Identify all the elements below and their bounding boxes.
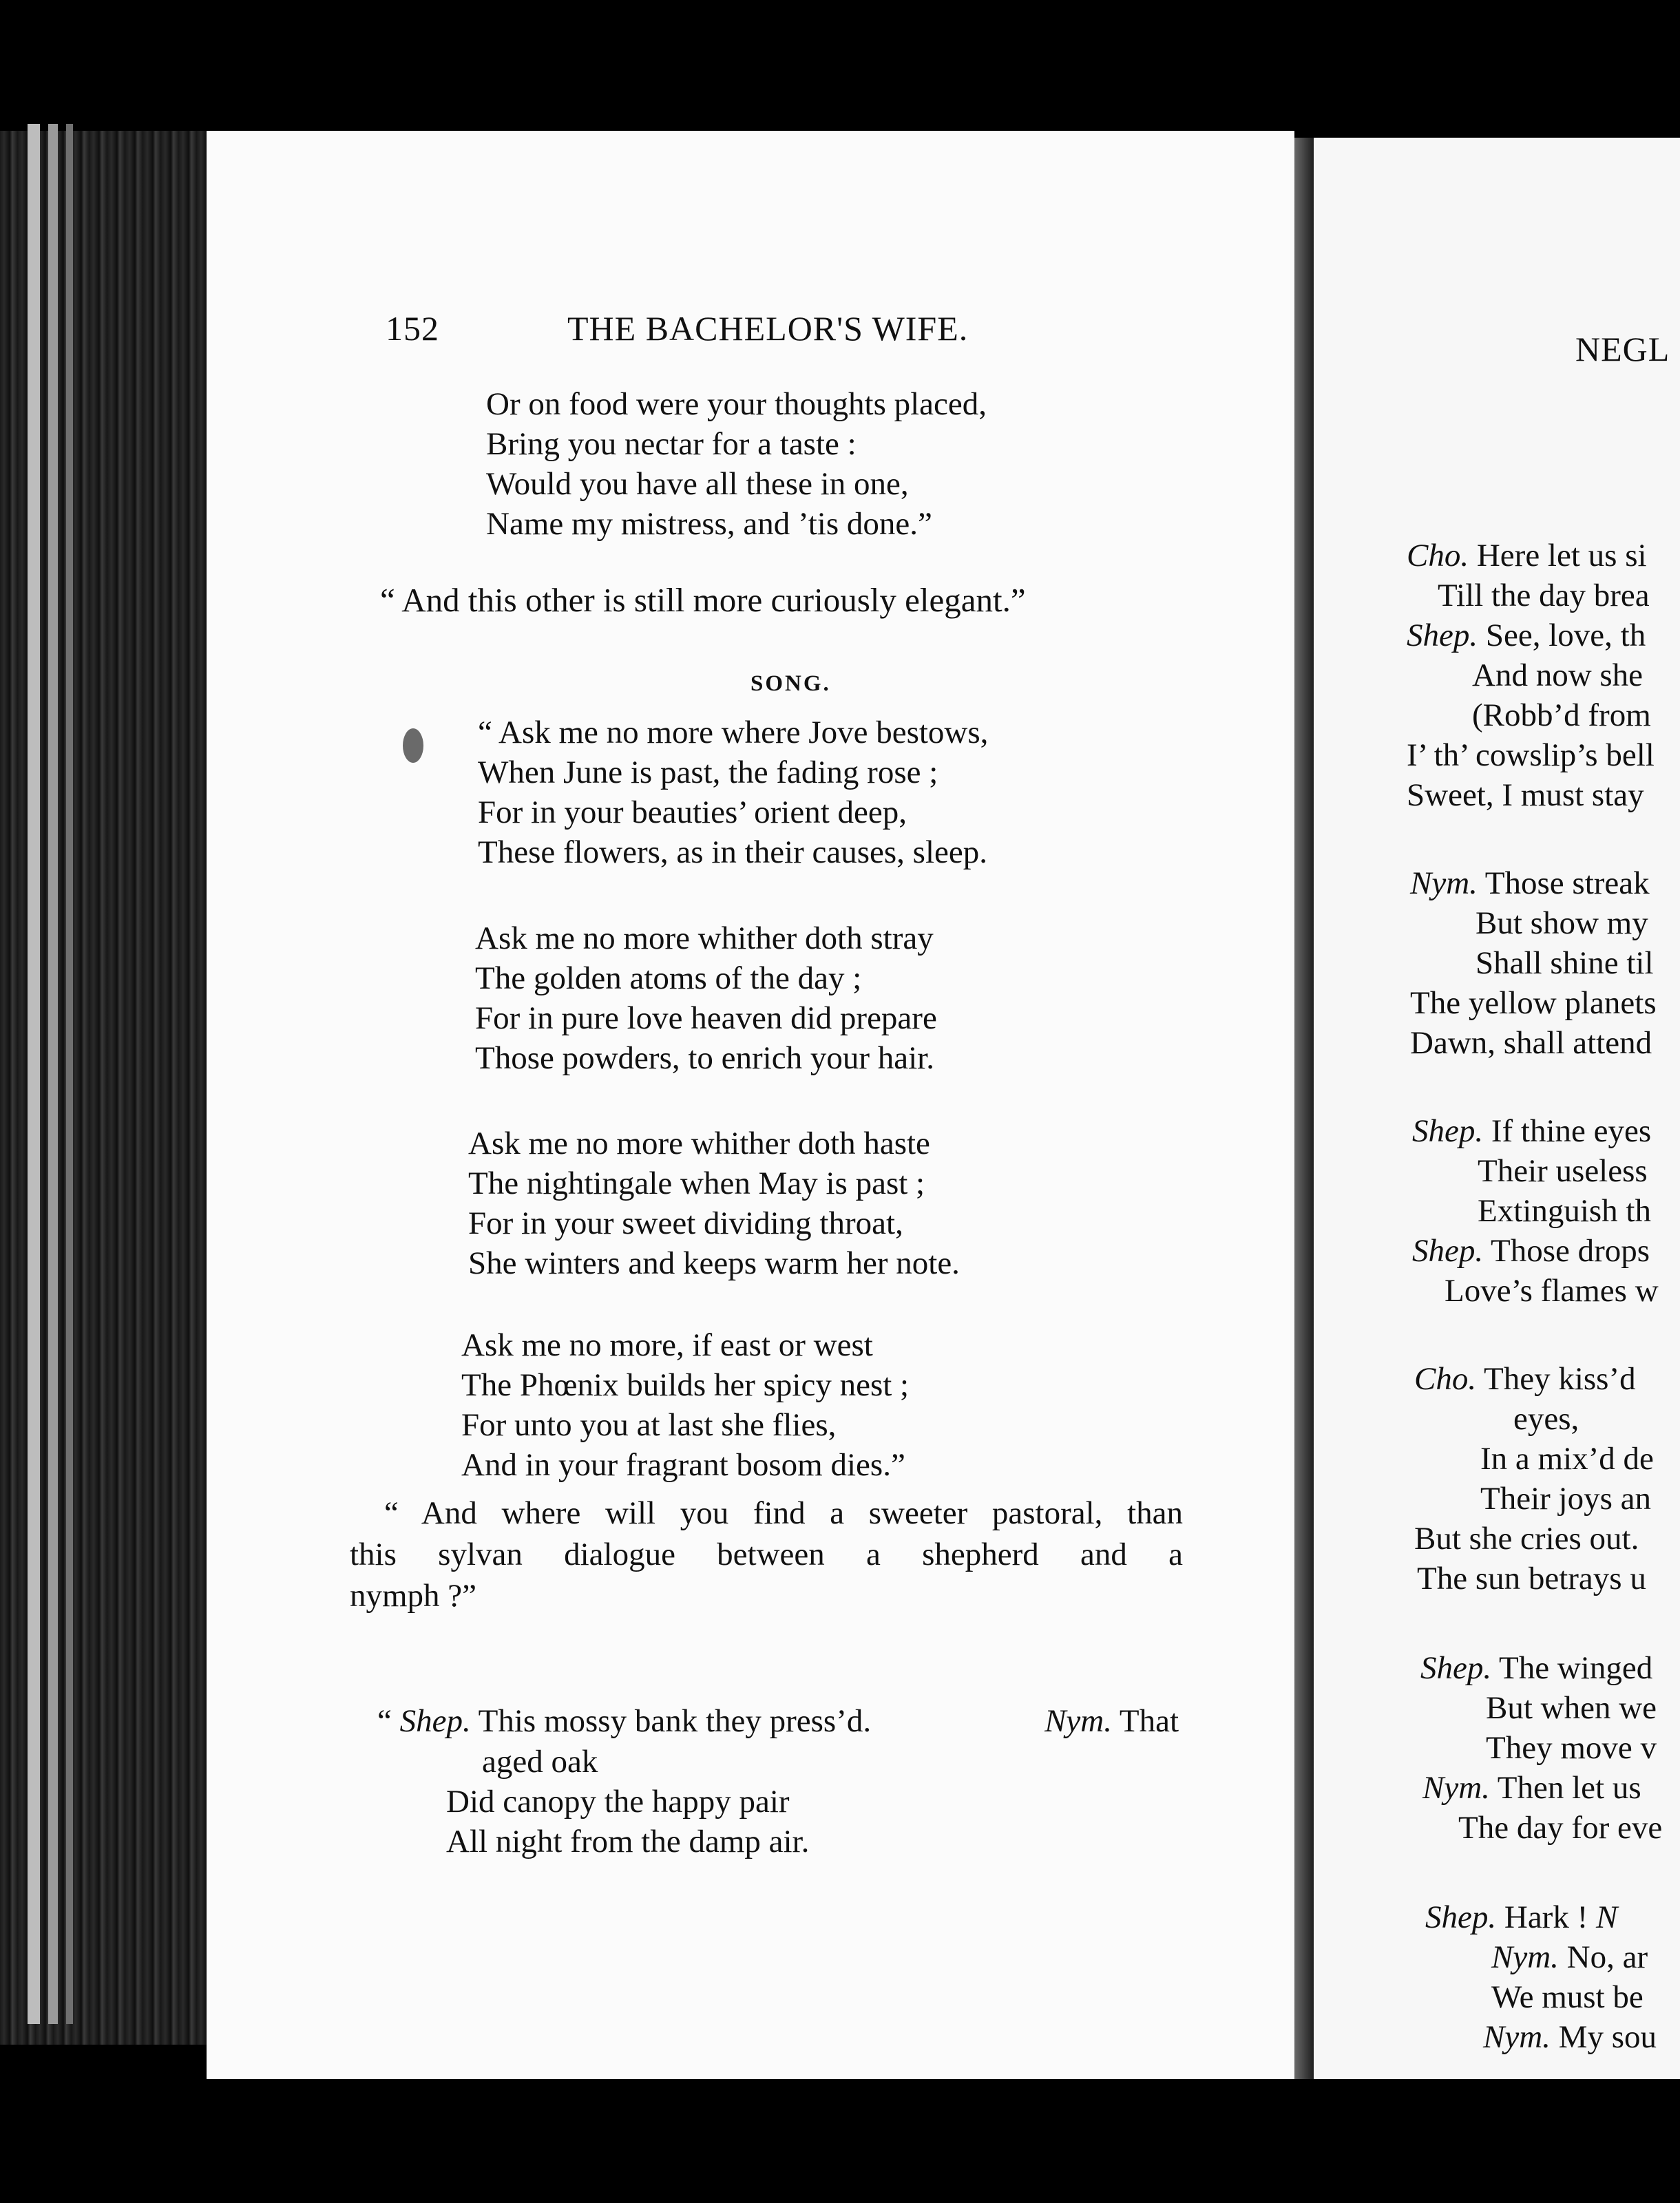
right-line: And now she: [1472, 657, 1644, 693]
verse-line: Ask me no more whither doth stray: [475, 920, 934, 956]
verse-line: Bring you nectar for a taste :: [486, 426, 857, 462]
right-line: Extinguish th: [1478, 1193, 1651, 1229]
right-line: Till the day brea: [1438, 578, 1650, 613]
page-edge-stripe: [66, 124, 73, 2024]
stanza-opening: [486, 384, 987, 544]
right-line: Nym. My sou: [1483, 2019, 1657, 2055]
right-line: Love’s flames w: [1445, 1273, 1659, 1309]
right-line: Sweet, I must stay: [1407, 777, 1644, 813]
verse-line: Would you have all these in one,: [486, 466, 909, 502]
right-line: Shep. Hark ! N: [1425, 1899, 1618, 1935]
right-line: Shep. See, love, th: [1407, 618, 1646, 653]
right-line: Nym. Those streak: [1410, 865, 1650, 901]
right-line: Nym. No, ar: [1491, 1939, 1648, 1975]
verse-line: When June is past, the fading rose ;: [478, 755, 938, 790]
right-running-head: NEGL: [1575, 330, 1670, 368]
right-line: Cho. Here let us si: [1407, 538, 1647, 573]
verse-line: Or on food were your thoughts placed,: [486, 386, 987, 422]
right-line: The sun betrays u: [1417, 1561, 1646, 1596]
verse-line: For in your beauties’ orient deep,: [478, 794, 907, 830]
right-page: [1314, 138, 1680, 2079]
right-line: The day for eve: [1458, 1810, 1663, 1846]
page-edge-stripe: [48, 124, 58, 2024]
dialogue-text: This mossy bank they press’d.: [470, 1703, 872, 1739]
page-edge-stripe: [28, 124, 40, 2024]
verse-line: For in your sweet dividing throat,: [468, 1205, 903, 1241]
dialogue-line-3: Did canopy the happy pair: [446, 1784, 790, 1820]
right-line: (Robb’d from: [1472, 697, 1651, 733]
right-line: eyes,: [1513, 1401, 1579, 1437]
verse-line: And in your fragrant bosom dies.”: [461, 1447, 905, 1483]
running-head: THE BACHELOR'S WIFE.: [567, 309, 969, 348]
right-line: In a mix’d de: [1480, 1441, 1654, 1477]
intro-paragraph-2: [350, 1493, 1183, 1616]
right-line: Their joys an: [1480, 1481, 1651, 1517]
verse-line: These flowers, as in their causes, sleep.: [478, 834, 987, 870]
verse-line: Those powders, to enrich your hair.: [475, 1040, 934, 1076]
right-line: But she cries out.: [1414, 1521, 1639, 1557]
right-line: Shep. Those drops: [1412, 1233, 1650, 1269]
verse-line: For unto you at last she flies,: [461, 1407, 837, 1443]
right-line: Cho. They kiss’d: [1414, 1361, 1636, 1397]
dialogue-line-2: aged oak: [482, 1744, 598, 1780]
right-line: Shep. The winged: [1420, 1650, 1653, 1686]
dialogue-line-4: All night from the damp air.: [446, 1824, 810, 1859]
right-line: Shall shine til: [1476, 945, 1654, 981]
song-title: SONG.: [750, 671, 831, 696]
song-stanza-1: [478, 713, 988, 872]
prose-line: nymph ?”: [350, 1578, 477, 1614]
speaker-nym: Nym.: [1044, 1703, 1112, 1739]
right-line: Their useless: [1478, 1153, 1648, 1189]
open-quote: “: [377, 1703, 400, 1739]
song-stanza-2: [475, 918, 937, 1078]
right-line: We must be: [1491, 1979, 1644, 2015]
verse-line: Ask me no more whither doth haste: [468, 1126, 930, 1161]
prose-line: “ And where will you find a sweeter pastoral, than: [384, 1495, 1183, 1531]
dialogue-text: That: [1111, 1703, 1179, 1739]
right-line: Dawn, shall attend: [1410, 1025, 1652, 1061]
prose-line: this sylvan dialogue between a shepherd and a: [350, 1537, 1183, 1572]
verse-line: The Phœnix builds her spicy nest ;: [461, 1367, 910, 1403]
right-line: But when we: [1486, 1690, 1657, 1726]
verse-line: Name my mistress, and ’tis done.”: [486, 506, 932, 542]
verse-line: Ask me no more, if east or west: [461, 1327, 873, 1363]
song-stanza-3: [468, 1124, 960, 1283]
verse-line: “ Ask me no more where Jove bestows,: [478, 715, 989, 750]
right-line: Shep. If thine eyes: [1412, 1113, 1652, 1149]
right-line: The yellow planets: [1410, 985, 1657, 1021]
right-line: Nym. Then let us: [1422, 1770, 1641, 1806]
right-line: But show my: [1476, 905, 1648, 941]
ink-stain: [403, 728, 423, 763]
verse-line: The nightingale when May is past ;: [468, 1166, 925, 1201]
intro-paragraph-1: “ And this other is still more curiously elegant.”: [380, 581, 1026, 619]
right-line: I’ th’ cowslip’s bell: [1407, 737, 1655, 773]
verse-line: The golden atoms of the day ;: [475, 960, 862, 996]
verse-line: She winters and keeps warm her note.: [468, 1245, 960, 1281]
dialogue-line-end: [1044, 1700, 1179, 1742]
dialogue-line-1: [377, 1700, 1179, 1742]
song-stanza-4: [461, 1325, 909, 1485]
right-line: They move v: [1486, 1730, 1657, 1766]
book-gutter: [1294, 138, 1314, 2079]
speaker-shep: Shep.: [399, 1703, 471, 1739]
page-number: 152: [386, 309, 439, 348]
verse-line: For in pure love heaven did prepare: [475, 1000, 937, 1036]
